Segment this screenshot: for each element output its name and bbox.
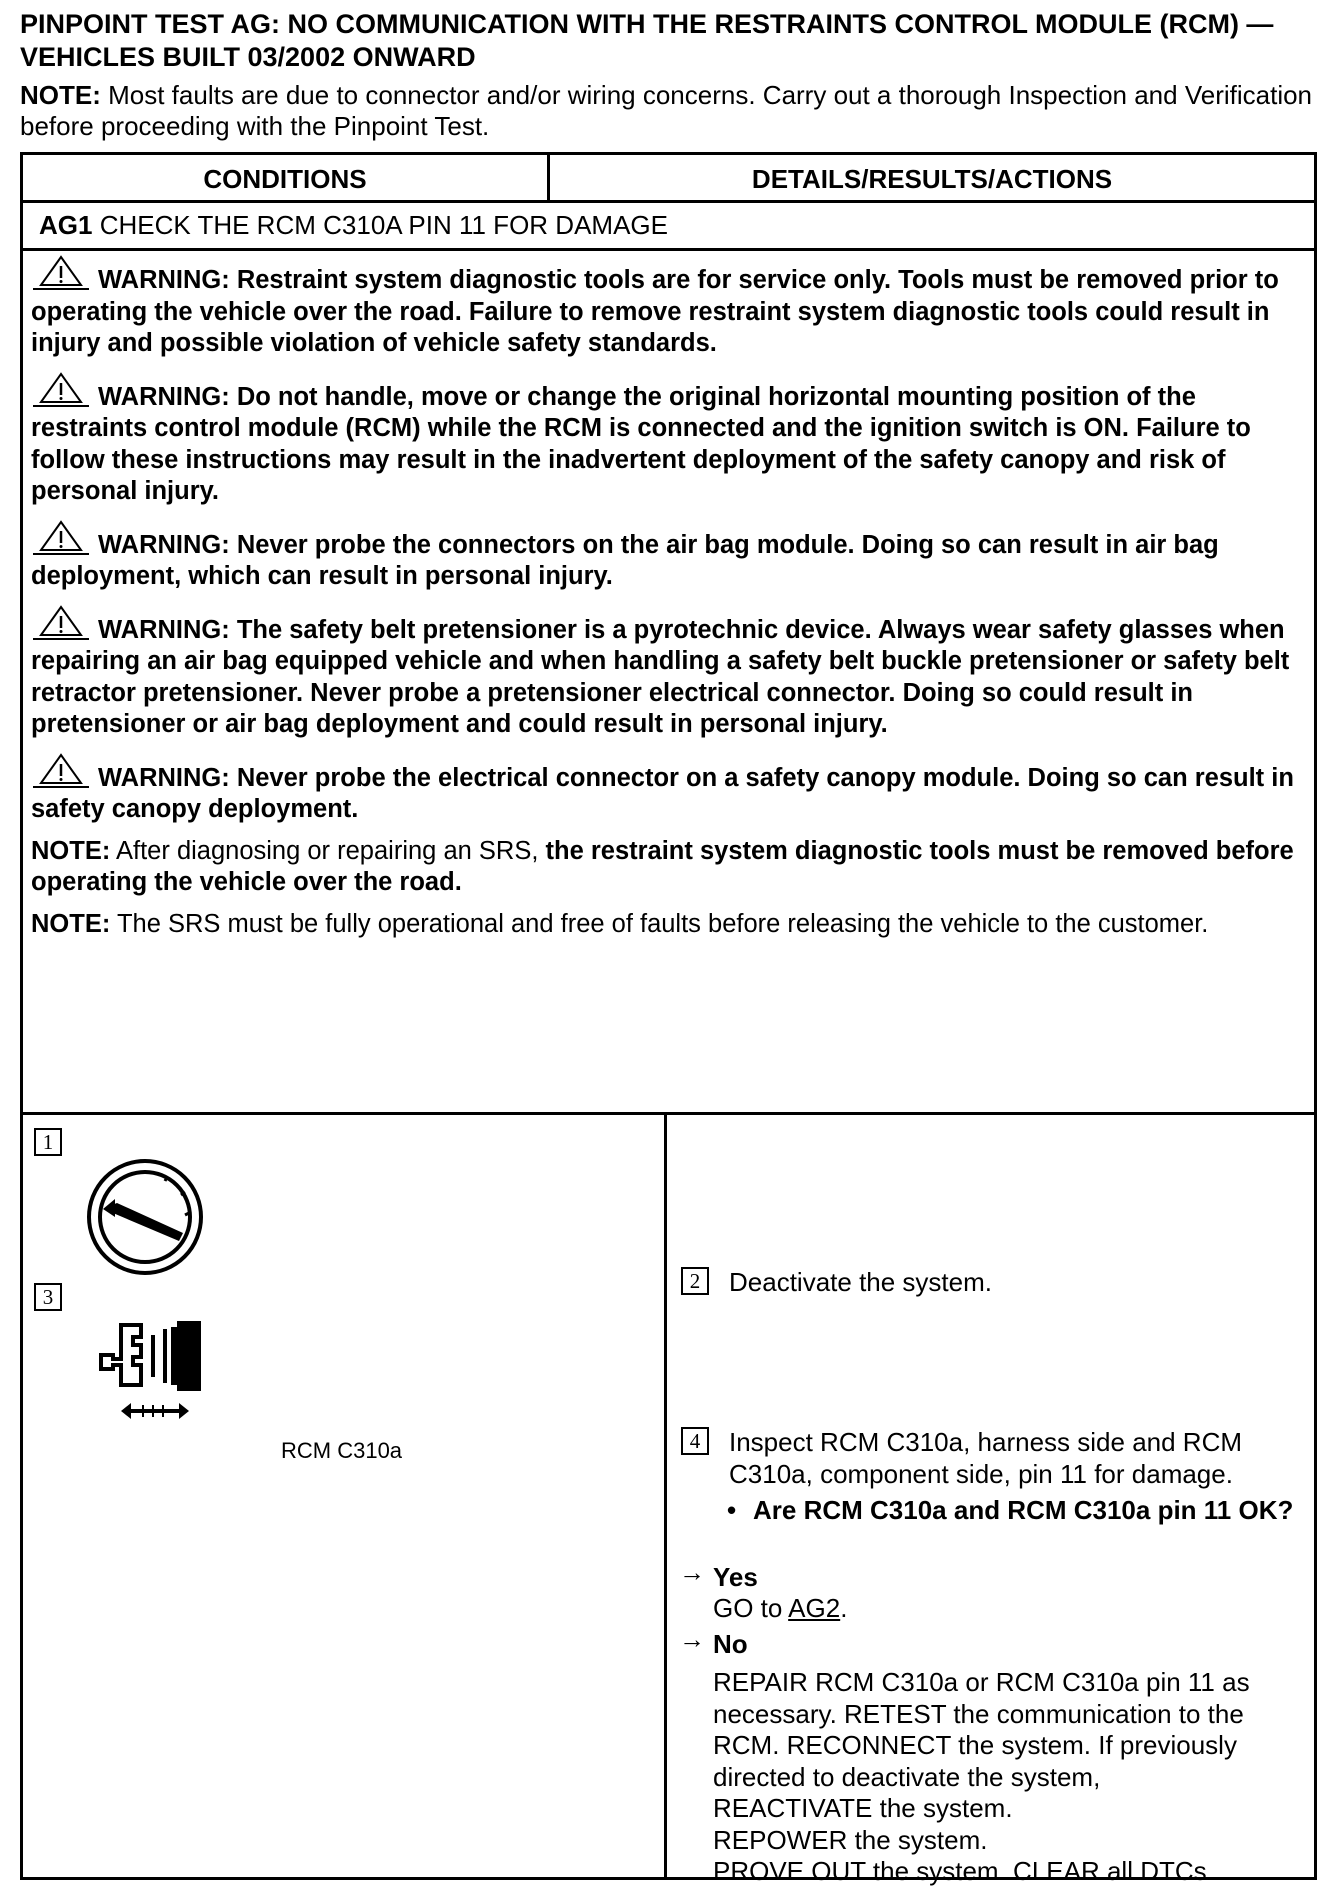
title-line-1: PINPOINT TEST AG: NO COMMUNICATION WITH THE RESTRAINTS CONTROL MODULE (RCM) —: [20, 9, 1274, 39]
warning-1: [31, 253, 1311, 360]
warning-triangle-icon: [31, 370, 91, 408]
warning-1-text: WARNING: Restraint system diagnostic tools are for service only. Tools must be removed prior to operating the vehicle over the road. Failure to remove restraint system diagnostic tools could result in injury and possible violation of vehicle safety standards.: [31, 266, 1279, 357]
step-number-2: 2: [681, 1267, 709, 1295]
warning-5: [31, 751, 1311, 826]
step-number-4: 4: [681, 1427, 709, 1455]
note-2-label: NOTE:: [31, 909, 111, 938]
no-action-line: necessary. RETEST the communication to the: [713, 1698, 1244, 1729]
step-title: CHECK THE RCM C310A PIN 11 FOR DAMAGE: [92, 210, 668, 240]
note-2: [31, 909, 1311, 941]
step-number-1: 1: [34, 1128, 62, 1156]
row-divider-3: [23, 1112, 1314, 1115]
warnings-section: [31, 253, 1311, 950]
no-arrow-icon: →: [679, 1624, 705, 1654]
pinpoint-table: [20, 152, 1317, 1886]
yes-action: [713, 1593, 847, 1625]
warning-triangle-icon: [31, 518, 91, 556]
no-label: No: [713, 1629, 748, 1659]
warning-triangle-icon: [31, 603, 91, 641]
question-text: Are RCM C310a and RCM C310a pin 11 OK?: [753, 1495, 1294, 1525]
note-1-label: NOTE:: [31, 836, 111, 865]
intro-note: [20, 80, 1320, 142]
ignition-switch-off-icon: [85, 1157, 205, 1277]
steps-divider: [664, 1112, 667, 1877]
warning-triangle-icon: [31, 751, 91, 789]
header-conditions: CONDITIONS: [203, 164, 367, 194]
note-1-plain: After diagnosing or repairing an SRS,: [110, 836, 546, 865]
page-title: [20, 8, 1330, 74]
step-2-text: Deactivate the system.: [729, 1267, 992, 1297]
note-1-bold: the restraint system diagnostic tools must be removed before operating the vehicle over the road.: [31, 836, 1294, 896]
yes-prefix: GO to: [713, 1593, 789, 1623]
note-2-plain: The SRS must be fully operational and free of faults before releasing the vehicle to the customer.: [110, 909, 1209, 938]
warning-3: [31, 518, 1311, 593]
yes-arrow-icon: →: [679, 1557, 705, 1587]
warning-2-text: WARNING: Do not handle, move or change the original horizontal mounting position of the restraints control module (RCM) while the RCM is connected and the ignition switch is ON. Failure to follow these instructions may result in the inadvertent deployment of the safety canopy and risk of personal injury.: [31, 382, 1251, 505]
intro-note-text: Most faults are due to connector and/or wiring concerns. Carry out a thorough Inspection and Verification before proceeding with the Pinpoint Test.: [20, 80, 1313, 141]
header-divider: [547, 155, 550, 200]
warning-4: [31, 603, 1311, 741]
step-heading: [39, 210, 668, 241]
no-actions: [713, 1667, 1303, 1888]
row-divider-1: [23, 200, 1314, 203]
warning-2: [31, 370, 1311, 508]
no-action-line: directed to deactivate the system,: [713, 1761, 1101, 1792]
row-divider-2: [23, 248, 1314, 251]
no-action-line: REPOWER the system.: [713, 1824, 988, 1855]
step-4-text: Inspect RCM C310a, harness side and RCM C310a, component side, pin 11 for damage.: [729, 1427, 1243, 1489]
connector-disconnect-icon: [91, 1315, 221, 1425]
no-action-line: REACTIVATE the system.: [713, 1793, 1013, 1823]
step-number-3: 3: [34, 1283, 62, 1311]
warning-5-text: WARNING: Never probe the electrical connector on a safety canopy module. Doing so can result in safety canopy deployment.: [31, 763, 1294, 823]
title-line-2: VEHICLES BUILT 03/2002 ONWARD: [20, 42, 476, 72]
bullet-icon: •: [727, 1495, 737, 1525]
header-details: DETAILS/RESULTS/ACTIONS: [751, 164, 1113, 194]
warning-3-text: WARNING: Never probe the connectors on the air bag module. Doing so can result in air bag deployment, which can result in personal injury.: [31, 530, 1219, 590]
no-action-line: PROVE OUT the system. CLEAR all DTCs.: [713, 1856, 1214, 1886]
warning-4-text: WARNING: The safety belt pretensioner is a pyrotechnic device. Always wear safety glasses when repairing an air bag equipped vehicle and when handling a safety belt buckle pretensioner or safety belt retractor pretensioner. Never probe a pretensioner electrical connector. Doing so could result in pretensioner or air bag deployment and could result in personal injury.: [31, 615, 1290, 738]
connector-label: RCM C310a: [281, 1438, 403, 1463]
no-action-line: RCM. RECONNECT the system. If previously: [713, 1730, 1237, 1760]
ag2-link[interactable]: AG2: [788, 1593, 841, 1623]
yes-suffix: .: [840, 1593, 848, 1623]
warning-triangle-icon: [31, 253, 91, 291]
step-id: AG1: [39, 210, 93, 240]
intro-note-label: NOTE:: [20, 80, 101, 110]
no-action-line: REPAIR RCM C310a or RCM C310a pin 11 as: [713, 1667, 1250, 1697]
step-4-question: [727, 1495, 1305, 1527]
yes-label: Yes: [713, 1562, 758, 1592]
note-1: [31, 836, 1311, 899]
